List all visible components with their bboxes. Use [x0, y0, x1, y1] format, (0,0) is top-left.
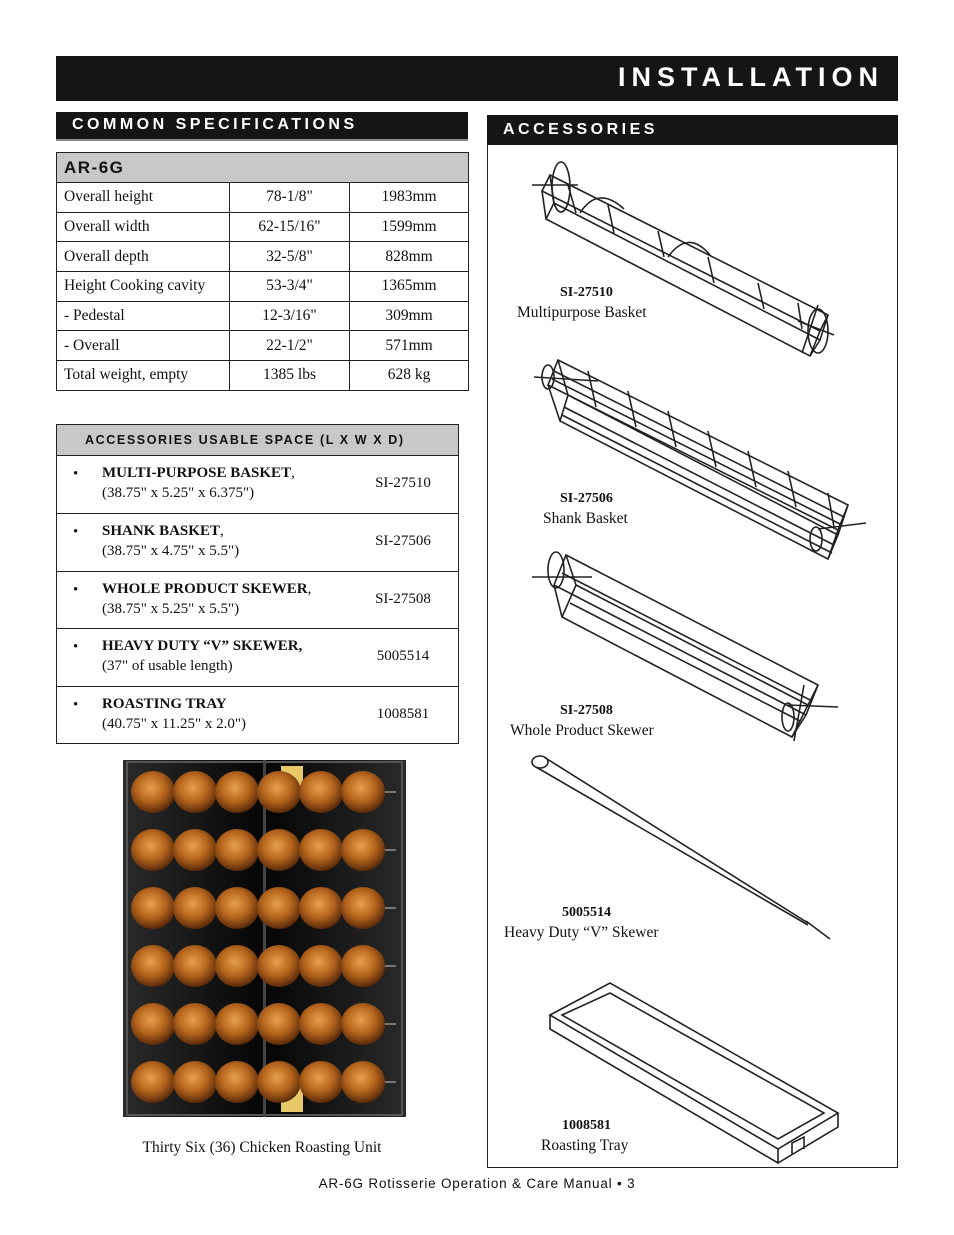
accessory-name: Multipurpose Basket [517, 304, 647, 321]
page-title: INSTALLATION [618, 62, 884, 92]
bullet: • [73, 581, 79, 598]
spec-label: - Overall [57, 331, 230, 361]
bullet: • [73, 466, 79, 482]
accessories-heading: ACCESSORIES [487, 115, 898, 145]
spec-metric: 1365mm [350, 272, 469, 302]
roast-chicken [299, 945, 343, 987]
accessory-part-number: SI-27508 [560, 703, 613, 718]
spec-metric: 1983mm [350, 183, 469, 213]
item-dimensions: (38.75" x 5.25" x 6.375") [102, 485, 255, 501]
bullet: • [73, 639, 79, 656]
item-name: WHOLE PRODUCT SKEWER, [102, 580, 312, 597]
table-row [57, 212, 469, 242]
item-name: SHANK BASKET, [102, 522, 224, 539]
accessory-part-number: SI-27506 [560, 491, 613, 506]
spec-label: Overall width [57, 212, 230, 242]
item-name: MULTI-PURPOSE BASKET, [102, 465, 295, 481]
table-row [57, 301, 469, 331]
roast-chicken [341, 1061, 385, 1103]
roast-chicken [299, 887, 343, 929]
specifications-table [56, 152, 469, 391]
roast-chicken [341, 887, 385, 929]
specifications-table-header [57, 153, 469, 183]
table-row [57, 242, 469, 272]
accessories-illustrations [488, 145, 899, 1168]
accessories-panel [487, 145, 898, 1168]
accessory-name: Shank Basket [543, 510, 628, 527]
table-row [57, 183, 469, 213]
roast-chicken [299, 771, 343, 813]
roast-chicken [341, 829, 385, 871]
item-part-number: 1008581 [376, 706, 430, 723]
item-dimensions: (37" of usable length) [102, 658, 233, 675]
roast-chicken [215, 829, 259, 871]
accessory-part-number: 1008581 [562, 1118, 611, 1133]
accessory-name: Heavy Duty “V” Skewer [504, 924, 659, 941]
roast-chicken [173, 887, 217, 929]
table-row [57, 272, 469, 302]
list-item [57, 514, 458, 572]
spec-imperial: 12-3/16" [230, 301, 350, 331]
photo-caption: Thirty Six (36) Chicken Roasting Unit [142, 1139, 382, 1156]
roast-chicken [299, 1061, 343, 1103]
roast-chicken [131, 771, 175, 813]
item-dimensions: (38.75" x 5.25" x 5.5") [102, 600, 240, 617]
common-specifications-heading: COMMON SPECIFICATIONS [56, 112, 468, 141]
item-part-number: 5005514 [376, 648, 430, 665]
roast-chicken [257, 1003, 301, 1045]
accessory-name: Roasting Tray [541, 1137, 629, 1154]
roast-chicken [131, 1061, 175, 1103]
roast-chicken [215, 945, 259, 987]
roasting-tray-illustration [550, 983, 838, 1163]
spec-imperial: 1385 lbs [230, 361, 350, 391]
roast-chicken [341, 945, 385, 987]
list-item [57, 629, 458, 687]
list-item [57, 687, 458, 745]
roast-chicken [173, 945, 217, 987]
roast-chicken [341, 771, 385, 813]
spec-label: Overall height [57, 183, 230, 213]
table-row [57, 361, 469, 391]
item-part-number: SI-27510 [375, 475, 431, 491]
usable-space-table [56, 424, 459, 744]
spec-imperial: 22-1/2" [230, 331, 350, 361]
spec-metric: 828mm [350, 242, 469, 272]
roast-chicken [131, 829, 175, 871]
item-name: HEAVY DUTY “V” SKEWER, [102, 638, 303, 655]
spec-metric: 309mm [350, 301, 469, 331]
page-banner [56, 56, 898, 101]
spec-metric: 571mm [350, 331, 469, 361]
list-item [57, 572, 458, 630]
spec-imperial: 32-5/8" [230, 242, 350, 272]
model-title: AR-6G [57, 153, 469, 183]
roast-chicken [173, 829, 217, 871]
roast-chicken [257, 771, 301, 813]
roast-chicken [215, 887, 259, 929]
spec-label: Overall depth [57, 242, 230, 272]
list-item [57, 456, 458, 514]
roast-chicken [257, 945, 301, 987]
accessory-part-number: SI-27510 [560, 285, 613, 300]
roast-chicken [257, 1061, 301, 1103]
spec-imperial: 53-3/4" [230, 272, 350, 302]
item-dimensions: (38.75" x 4.75" x 5.5") [102, 542, 240, 559]
roast-chicken [173, 1003, 217, 1045]
item-name: ROASTING TRAY [102, 696, 227, 713]
spec-metric: 1599mm [350, 212, 469, 242]
spec-imperial: 78-1/8" [230, 183, 350, 213]
roast-chicken [131, 887, 175, 929]
roast-chicken [131, 945, 175, 987]
usable-space-heading: ACCESSORIES USABLE SPACE (L X W X D) [57, 425, 458, 456]
roast-chicken [341, 1003, 385, 1045]
roast-chicken [215, 1003, 259, 1045]
multipurpose-basket-illustration [532, 162, 834, 356]
roast-chicken [173, 771, 217, 813]
roast-chicken [299, 1003, 343, 1045]
spec-metric: 628 kg [350, 361, 469, 391]
spec-label: - Pedestal [57, 301, 230, 331]
item-part-number: SI-27506 [375, 532, 431, 549]
item-dimensions: (40.75" x 11.25" x 2.0") [102, 716, 247, 733]
accessory-part-number: 5005514 [562, 905, 611, 920]
shank-basket-illustration [534, 360, 866, 559]
spec-label: Total weight, empty [57, 361, 230, 391]
bullet: • [73, 523, 79, 540]
roast-chicken [173, 1061, 217, 1103]
page-footer: AR-6G Rotisserie Operation & Care Manual • 3 [318, 1176, 636, 1191]
roast-chicken [257, 887, 301, 929]
roast-chicken [257, 829, 301, 871]
spec-label: Height Cooking cavity [57, 272, 230, 302]
chicken-roasting-unit-photo [123, 760, 406, 1117]
roast-chicken [215, 1061, 259, 1103]
bullet: • [73, 697, 79, 714]
roast-chicken [131, 1003, 175, 1045]
rotisserie-photo-illustration [123, 760, 406, 1117]
roast-chicken [299, 829, 343, 871]
item-part-number: SI-27508 [375, 590, 431, 607]
roast-chicken [215, 771, 259, 813]
spec-imperial: 62-15/16" [230, 212, 350, 242]
table-row [57, 331, 469, 361]
accessory-name: Whole Product Skewer [510, 722, 654, 739]
